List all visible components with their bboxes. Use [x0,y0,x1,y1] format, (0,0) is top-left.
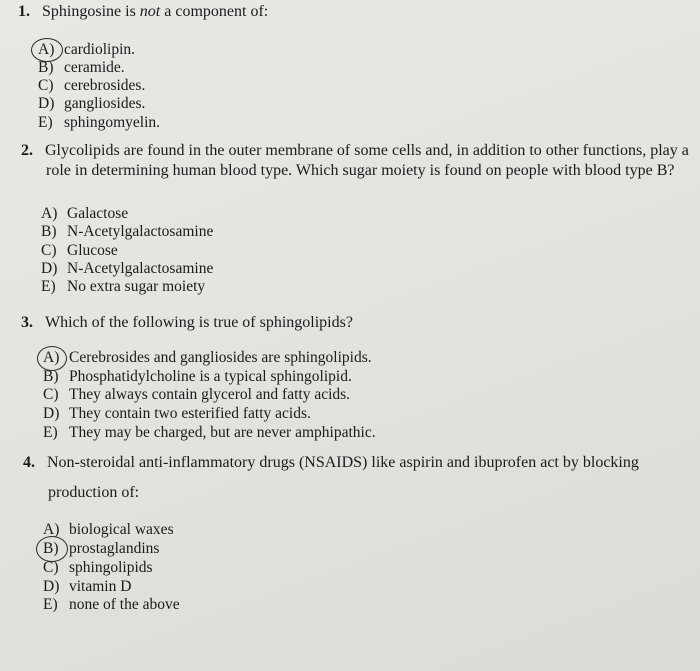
choice-letter: E) [38,114,53,131]
choice-letter: A) [41,205,58,222]
choice-c[interactable] [43,559,153,577]
question-text: role in determining human blood type. Which sugar moiety is found on people with blood type B? [46,162,675,179]
question-3-stem [21,313,353,333]
choice-e[interactable] [43,596,180,614]
choice-letter: C) [43,559,59,576]
choice-text: They always contain glycerol and fatty acids. [69,386,351,403]
choice-text: ceramide. [64,59,125,76]
choice-letter: B) [38,59,54,76]
choice-e[interactable] [41,278,205,296]
choice-text: Galactose [67,205,129,222]
choice-letter: D) [38,95,55,112]
choice-c[interactable] [41,242,118,260]
question-4-stem-line-1 [23,453,639,473]
question-text: production of: [48,484,140,501]
choice-a[interactable] [43,349,372,367]
question-1-stem [18,2,268,22]
question-text: Which of the following is true of sphingolipids? [45,314,353,331]
choice-text: gangliosides. [64,95,146,112]
choice-letter: A) [43,521,60,538]
choice-letter: D) [43,578,60,595]
question-number: 2. [21,142,33,159]
choice-text: none of the above [69,596,180,613]
choice-a[interactable] [41,205,128,223]
question-number: 3. [21,314,33,331]
question-number: 1. [18,3,30,20]
question-2-stem-line-1 [21,141,689,161]
choice-letter: A) [38,41,55,58]
choice-letter: C) [41,242,57,259]
choice-text: No extra sugar moiety [67,278,206,295]
choice-text: Glucose [67,242,118,259]
choice-c[interactable] [43,386,350,404]
choice-letter: A) [43,349,60,366]
choice-c[interactable] [38,77,145,95]
question-text-emphasis: not [139,3,161,20]
choice-e[interactable] [43,424,376,442]
question-2-stem-line-2 [46,161,674,181]
choice-b[interactable] [41,223,213,241]
choice-d[interactable] [43,578,131,596]
question-text: a component of: [160,3,269,20]
choice-letter: E) [41,278,56,295]
choice-d[interactable] [43,405,311,423]
question-text: Sphingosine is [42,3,140,20]
choice-text: Phosphatidylcholine is a typical sphingolipid. [69,368,352,385]
choice-b[interactable] [43,368,352,386]
choice-e[interactable] [38,114,160,132]
question-text: Glycolipids are found in the outer membrane of some cells and, in addition to other functions, play a [45,142,689,159]
choice-a[interactable] [43,521,174,539]
question-text: Non-steroidal anti-inflammatory drugs (NSAIDS) like aspirin and ibuprofen act by blocking [47,454,639,471]
choice-letter: B) [41,223,57,240]
choice-b[interactable] [43,540,159,558]
choice-text: Cerebrosides and gangliosides are sphingolipids. [69,349,372,366]
question-4-stem-line-2 [48,483,139,503]
question-number: 4. [23,454,35,471]
choice-text: prostaglandins [69,540,160,557]
choice-b[interactable] [38,59,125,77]
choice-letter: D) [43,405,60,422]
choice-d[interactable] [41,260,213,278]
choice-d[interactable] [38,95,145,113]
choice-text: biological waxes [69,521,174,538]
choice-text: vitamin D [69,578,132,595]
choice-text: N-Acetylgalactosamine [67,260,214,277]
choice-text: N-Acetylgalactosamine [67,223,214,240]
choice-text: sphingomyelin. [64,114,161,131]
choice-text: They may be charged, but are never amphipathic. [69,424,376,441]
choice-text: They contain two esterified fatty acids. [69,405,311,422]
choice-letter: C) [43,386,59,403]
choice-letter: C) [38,77,54,94]
choice-text: cardiolipin. [64,41,136,58]
choice-letter: B) [43,368,59,385]
choice-letter: E) [43,596,58,613]
choice-text: sphingolipids [69,559,153,576]
choice-letter: D) [41,260,58,277]
choice-text: cerebrosides. [64,77,146,94]
choice-a[interactable] [38,41,135,59]
choice-letter: E) [43,424,58,441]
choice-letter: B) [43,540,59,557]
